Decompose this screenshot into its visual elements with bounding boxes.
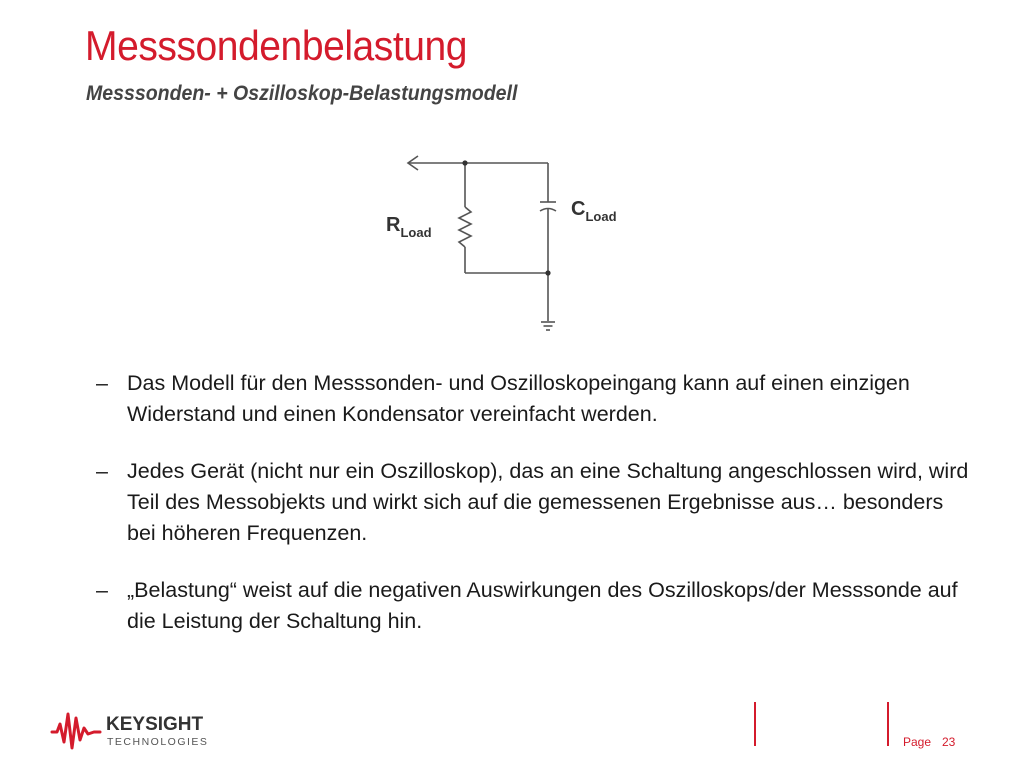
slide-title: Messsondenbelastung: [85, 22, 468, 69]
bullet-item: [96, 575, 976, 637]
load-model-circuit-diagram: [370, 145, 660, 340]
footer-divider-right: [887, 702, 889, 746]
junction-dot-top: [462, 160, 467, 165]
keysight-logo: [50, 708, 230, 752]
c-load-label: $C_{Load}$: [571, 198, 617, 224]
junction-dot-bottom: [545, 270, 550, 275]
page-label: Page: [903, 735, 932, 749]
bullet-item: [96, 368, 976, 430]
bullet-text: Das Modell für den Messsonden- und Oszilloskopeingang kann auf einen einzigen Widerstand und einen Kondensator vereinfacht werden.: [127, 371, 910, 426]
bullet-dash: –: [96, 371, 108, 395]
bullet-dash: –: [96, 459, 108, 483]
keysight-wave-icon: [52, 714, 100, 748]
brand-subtitle: TECHNOLOGIES: [107, 736, 209, 748]
r-load-label: $R_{Load}$: [386, 214, 432, 240]
footer-divider-left: [754, 702, 756, 746]
bullet-list: [96, 368, 976, 663]
brand-name: KEYSIGHT: [106, 714, 204, 735]
slide-subtitle: Messsonden- + Oszilloskop-Belastungsmodell: [86, 82, 518, 105]
resistor-symbol: [459, 207, 471, 247]
bullet-text: „Belastung“ weist auf die negativen Auswirkungen des Oszilloskops/der Messsonde auf die Leistung der Schaltung hin.: [127, 578, 958, 633]
bullet-dash: –: [96, 578, 108, 602]
bullet-item: [96, 456, 976, 549]
bullet-text: Jedes Gerät (nicht nur ein Oszilloskop), das an eine Schaltung angeschlossen wird, wird Teil des Messobjekts und wirkt sich auf die gemessenen Ergebnisse aus… besonders bei höheren Frequenzen.: [127, 459, 969, 545]
page-number: 23: [942, 735, 956, 749]
